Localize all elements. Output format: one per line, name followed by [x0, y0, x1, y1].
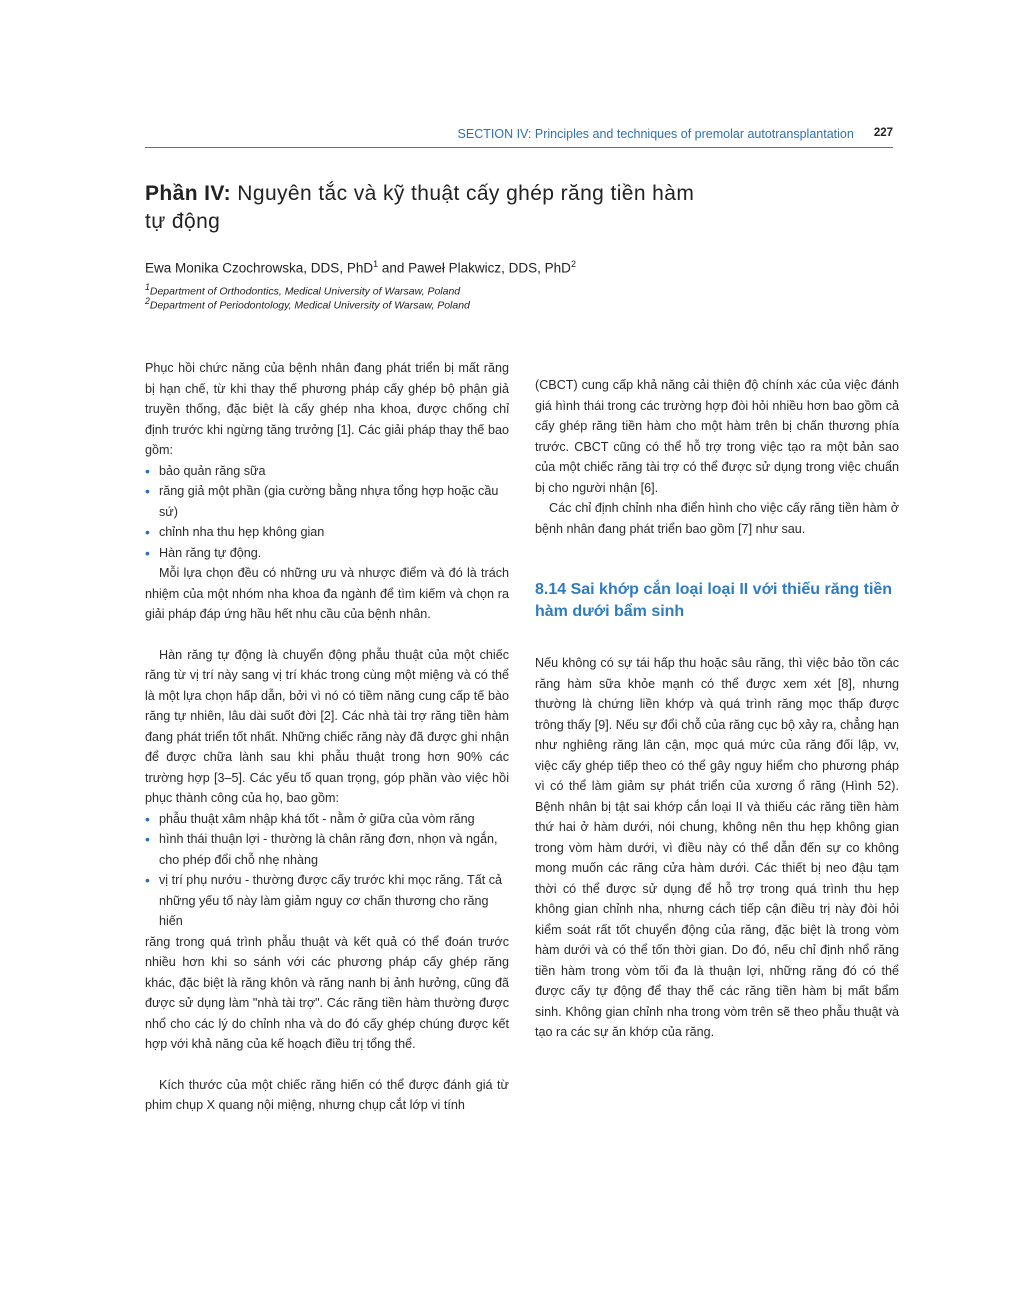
- affiliation-1-mark: 1: [145, 282, 150, 292]
- author-conjunction: and: [378, 260, 409, 276]
- running-head: [145, 127, 893, 148]
- affiliation-2: [145, 296, 470, 312]
- right-paragraph-2: Các chỉ định chỉnh nha điển hình cho việc cấy răng tiền hàm ở bệnh nhân đang phát triển bao gồm [7] như sau.: [535, 501, 899, 536]
- chapter-title-bold: Phần IV:: [145, 182, 232, 205]
- section-heading: [535, 579, 899, 623]
- left-paragraph-5: Kích thước của một chiếc răng hiến có thể được đánh giá từ phim chụp X quang nội miệng, nhưng chụp cắt lớp vi tính: [145, 1077, 509, 1112]
- author-2-affil-mark: 2: [570, 259, 576, 269]
- list-item: • chỉnh nha thu hẹp không gian: [145, 522, 509, 543]
- author-1-affil-mark: 1: [373, 259, 379, 269]
- affiliation-2-text: Department of Periodontology, Medical University of Warsaw, Poland: [149, 299, 470, 312]
- left-column: [145, 358, 509, 1116]
- right-paragraph-1: (CBCT) cung cấp khả năng cải thiện độ chính xác của việc đánh giá hình thái trong các trường hợp đòi hỏi nhiều hơn bao gồm cả cấy ghép răng tiền hàm cho một hàm trên bị chấn thương phía trước. CBCT cũng có thể hỗ trợ trong việc tạo ra một bản sao của một chiếc răng tài trợ có thể được sử dụng trong việc chuẩn bị cho người nhận [6].: [535, 378, 899, 495]
- affiliation-2-mark: 2: [145, 296, 150, 306]
- page-number: 227: [873, 127, 893, 139]
- chapter-title: [145, 180, 705, 236]
- paragraph-gap: [145, 625, 509, 645]
- author-1: Ewa Monika Czochrowska, DDS, PhD: [145, 260, 374, 276]
- list-item: • phẫu thuật xâm nhập khá tốt - nằm ở giữa của vòm răng: [145, 809, 509, 830]
- list-item: • hình thái thuận lợi - thường là chân răng đơn, nhọn và ngắn, cho phép đổi chỗ nhẹ nhàng: [145, 829, 509, 870]
- left-paragraph-2: Mỗi lựa chọn đều có những ưu và nhược điểm và đó là trách nhiệm của một nhóm nha khoa đa ngành để tìm kiếm và chọn ra giải pháp đáp ứng hầu hết nhu cầu của bệnh nhân.: [145, 566, 509, 621]
- section-number: 8.14: [535, 581, 567, 598]
- chapter-title-rest: Nguyên tắc và kỹ thuật cấy ghép răng tiền hàm tự động: [145, 182, 695, 233]
- affiliation-1-text: Department of Orthodontics, Medical University of Warsaw, Poland: [149, 285, 461, 298]
- list-item: • bảo quản răng sữa: [145, 461, 509, 482]
- section-gap: [535, 539, 899, 579]
- section-gap: [535, 623, 899, 653]
- running-head-text: SECTION IV: Principles and techniques of premolar autotransplantation: [457, 127, 854, 141]
- list-item: • răng giả một phần (gia cường bằng nhựa tổng hợp hoặc cầu sứ): [145, 481, 509, 522]
- paragraph-gap: [145, 1055, 509, 1075]
- right-column: [535, 375, 899, 1043]
- section-title: Sai khớp cắn loại loại II với thiếu răng tiền hàm dưới bẩm sinh: [535, 581, 893, 620]
- right-paragraph-3: Nếu không có sự tái hấp thu hoặc sâu răng, thì việc bảo tồn các răng hàm sữa khỏe mạnh có thể được xem xét [8], nhưng thường là chứng liền khớp và quá trình răng mọc thấp được trông thấy [9]. Nếu sự đổi chỗ của răng cục bộ xảy ra, chẳng hạn như nghiêng răng lân cận, mọc quá mức của răng đối lập, vv, việc cấy ghép tiếp theo có thể gây nguy hiểm cho phương pháp vì có thể làm giảm sự phát triển của xương ổ răng (Hình 52). Bệnh nhân bị tật sai khớp cắn loại II và thiếu các răng tiền hàm thứ hai ở hàm dưới, nói chung, không nên thu hẹp không gian trong vòm hàm dưới, vì điều này có thể dẫn đến sự co không mong muốn các răng cửa hàm dưới. Các thiết bị neo đậu tạm thời có thể được sử dụng để hỗ trợ trong quá trình thu hẹp không gian chỉnh nha, nhưng cách tiếp cận điều trị này đòi hỏi kiểm soát rất tốt chuyển động của răng, đặc biệt là trong vòm hàm dưới và có thể tốn thời gian. Do đó, nếu chỉ định nhổ răng tiền hàm trong vòm tối đa là thuận lợi, những răng đó có thể được cấy tự động để thay thế các răng tiền hàm bị mất bẩm sinh. Không gian chỉnh nha trong vòm trên sẽ theo phẫu thuật và tạo ra các sự ăn khớp của răng.: [535, 656, 899, 1039]
- left-paragraph-1: Phục hồi chức năng của bệnh nhân đang phát triển bị mất răng bị hạn chế, từ khi thay thế phương pháp cấy ghép bộ phận giả truyền thống, đặc biệt là cấy ghép nha khoa, được chống chỉ định trước khi ngừng tăng trưởng [1]. Các giải pháp thay thế bao gồm:: [145, 361, 509, 457]
- list-item: • Hàn răng tự động.: [145, 543, 509, 564]
- factors-list: [145, 809, 509, 932]
- left-paragraph-3: Hàn răng tự động là chuyển động phẫu thuật của một chiếc răng từ vị trí này sang vị trí khác trong cùng một miệng và có thể là một lựa chọn hấp dẫn, bởi vì nó có tiềm năng cung cấp tế bào răng tự nhiên, lâu dài suốt đời [2]. Các nhà tài trợ răng tiền hàm đang phát triển tốt nhất. Những chiếc răng này đã được ghi nhận để được chữa lành sau khi phẫu thuật trong hơn 90% các trường hợp [3–5]. Các yếu tố quan trọng, góp phần vào việc hồi phục thành công của họ, bao gồm:: [145, 647, 509, 805]
- author-line: [145, 259, 576, 276]
- left-paragraph-4: răng trong quá trình phẫu thuật và kết quả có thể đoán trước nhiều hơn khi so sánh với các phương pháp cấy ghép răng khác, đặc biệt là răng khôn và răng nanh bị ảnh hưởng, cũng đã được sử dụng làm "nhà tài trợ". Các răng tiền hàm thường được nhổ cho các lý do chỉnh nha và do đó cấy ghép chúng được kết hợp với khả năng của kế hoạch điều trị tổng thể.: [145, 934, 509, 1051]
- author-2: Paweł Plakwicz, DDS, PhD: [408, 260, 571, 276]
- alternatives-list: [145, 461, 509, 564]
- list-item: • vị trí phụ nướu - thường được cấy trước khi mọc răng. Tất cả những yếu tố này làm giảm nguy cơ chấn thương cho răng hiến: [145, 870, 509, 932]
